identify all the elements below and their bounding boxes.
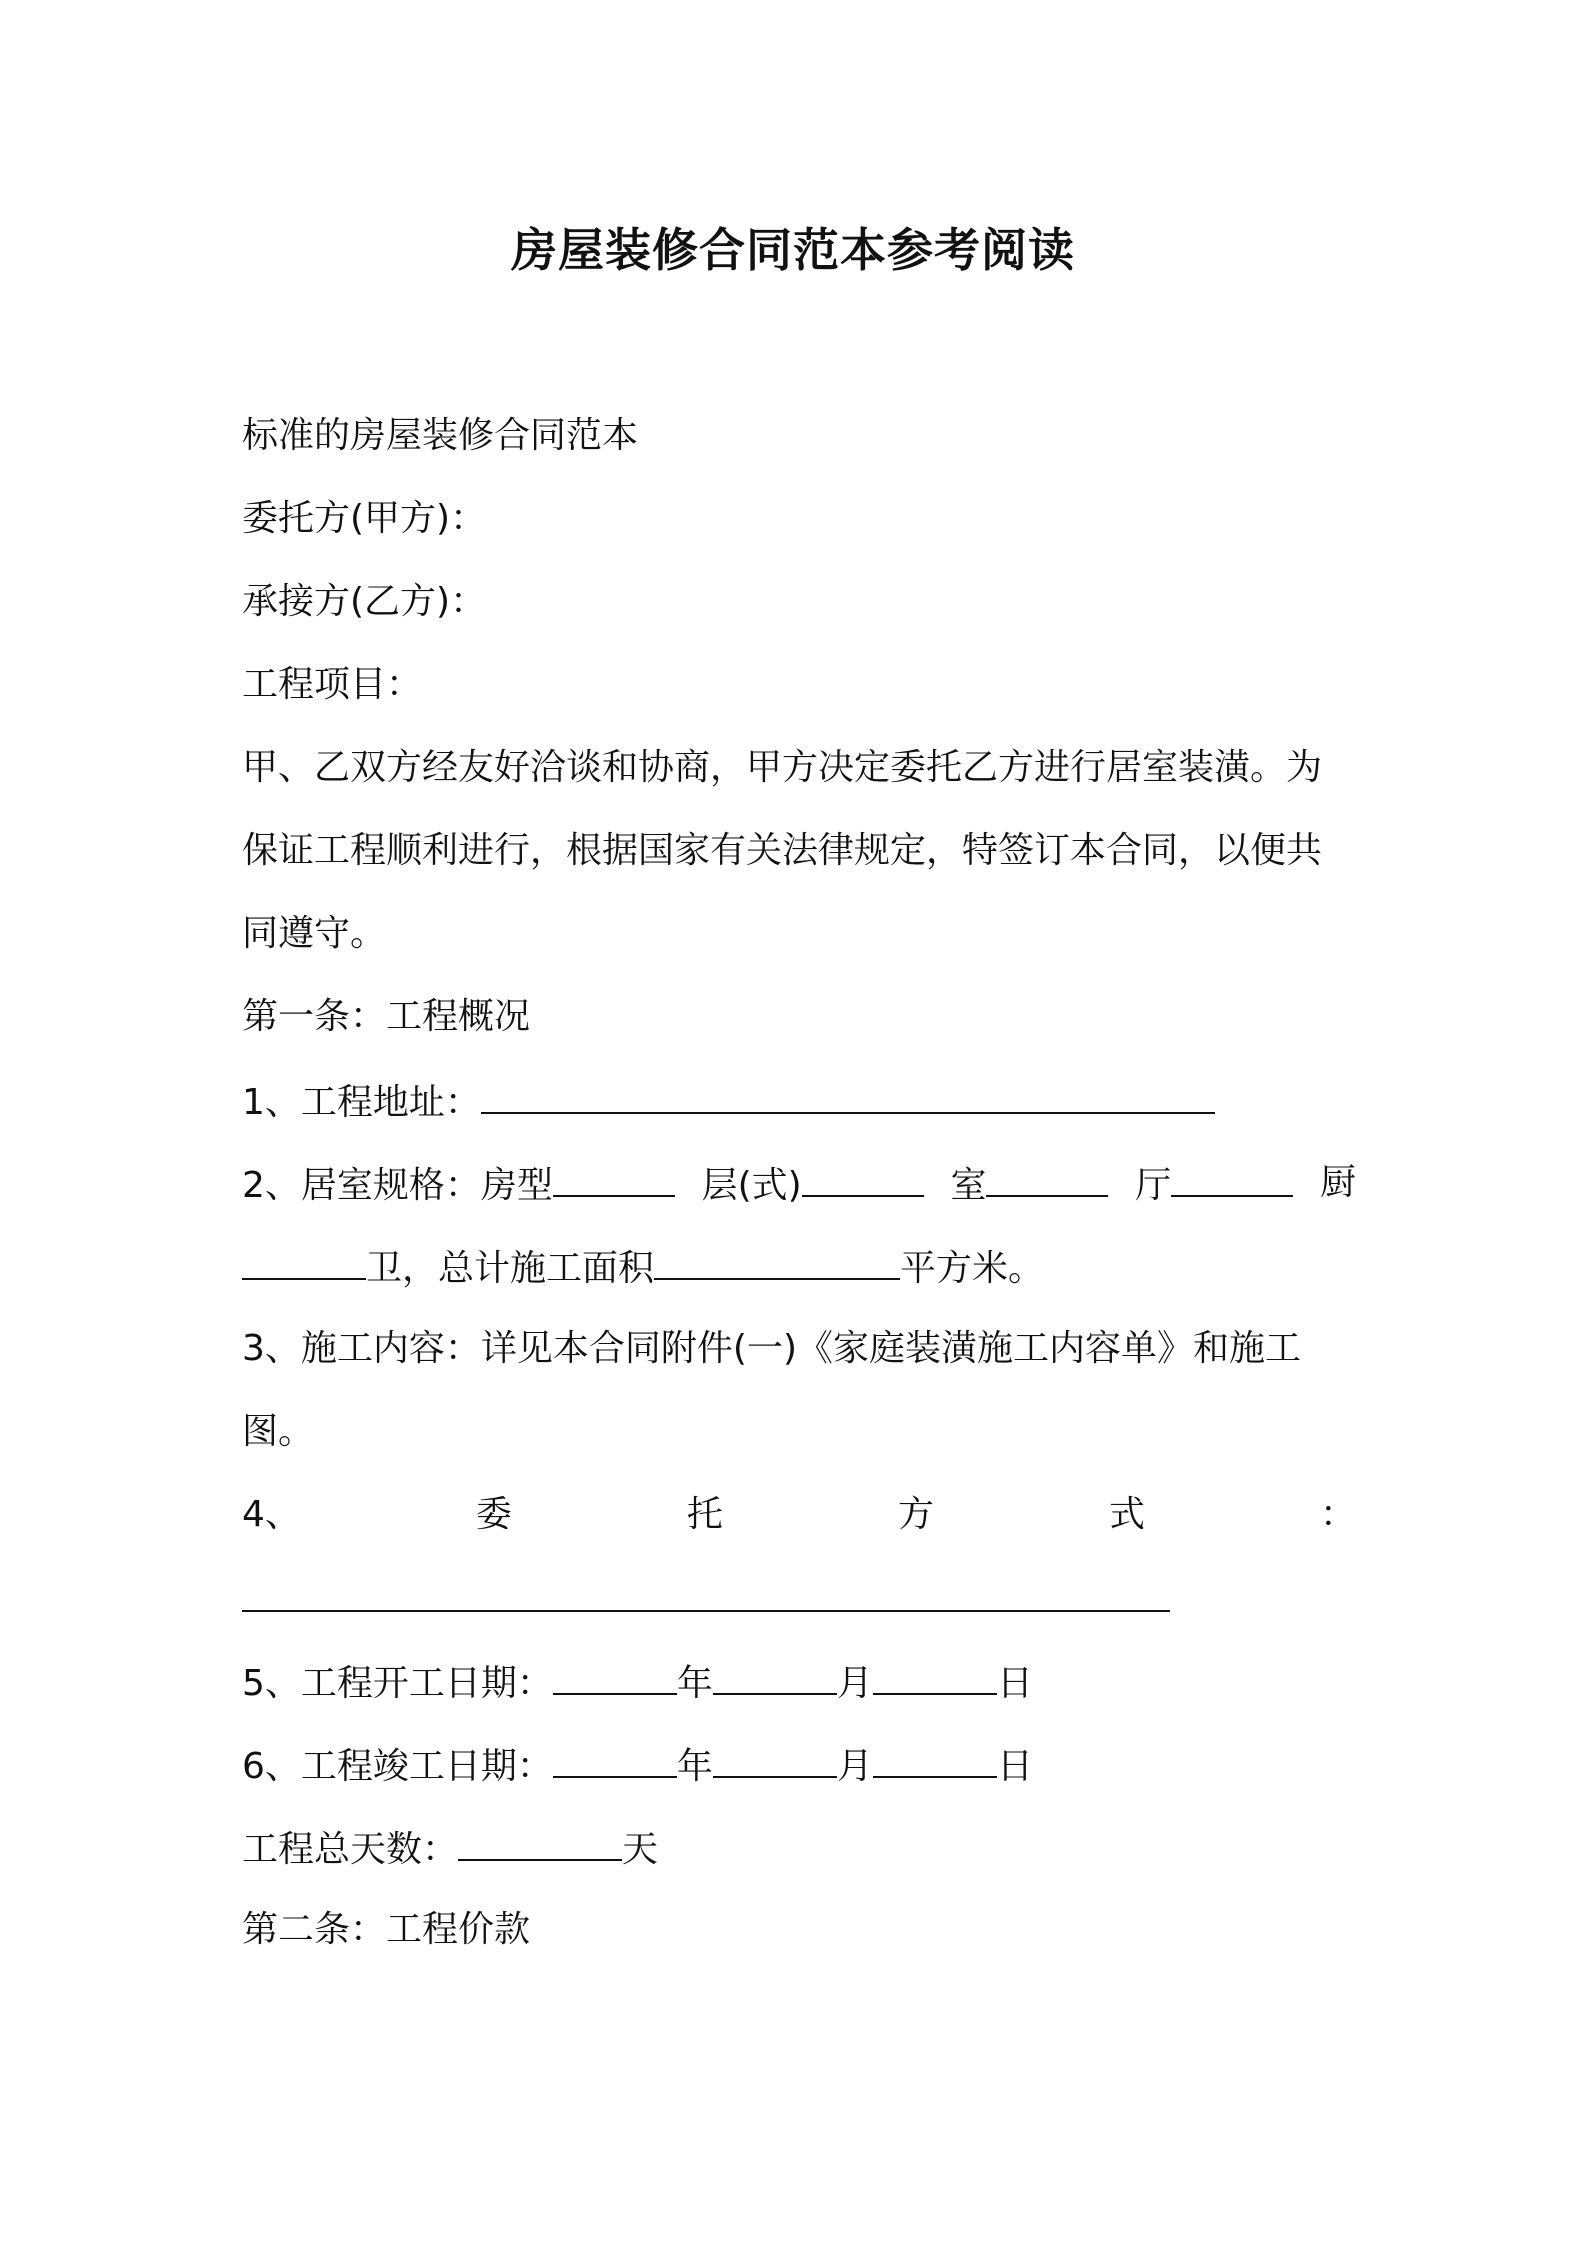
document-subtitle: 标准的房屋装修合同范本 <box>242 415 639 456</box>
end-month-blank <box>713 1742 837 1778</box>
total-days-label: 工程总天数： <box>242 1829 459 1870</box>
total-days-unit: 天 <box>622 1829 659 1870</box>
item-5-start-date <box>242 1659 1033 1706</box>
party-a-line: 委托方(甲方)： <box>242 498 487 539</box>
item-2-prefix: 2、居室规格：房型 <box>242 1165 553 1206</box>
item-4-part: 4、 <box>242 1494 301 1535</box>
address-blank <box>481 1078 1215 1114</box>
item-2-room-spec <box>242 1161 1356 1208</box>
item-2-bath: 卫，总计施工面积 <box>366 1248 655 1289</box>
total-days-blank <box>458 1825 622 1861</box>
item-2-kitchen: 厨 <box>1319 1162 1356 1203</box>
end-year-blank <box>553 1742 677 1778</box>
item-5-year: 年 <box>676 1663 713 1704</box>
party-b-line: 承接方(乙方)： <box>242 581 487 622</box>
item-5-month: 月 <box>836 1663 873 1704</box>
end-day-blank <box>873 1742 997 1778</box>
item-6-label: 6、工程竣工日期： <box>242 1746 553 1787</box>
item-3-line-2: 图。 <box>242 1411 315 1452</box>
item-6-year: 年 <box>676 1746 713 1787</box>
start-month-blank <box>713 1659 837 1695</box>
item-1-address <box>242 1078 1215 1125</box>
item-6-end-date <box>242 1742 1033 1789</box>
room-count-blank <box>986 1161 1108 1197</box>
floor-blank <box>802 1161 924 1197</box>
intro-line-3: 同遵守。 <box>242 913 387 954</box>
article-1-heading: 第一条：工程概况 <box>242 996 531 1037</box>
item-6-day: 日 <box>996 1746 1033 1787</box>
area-blank <box>654 1244 900 1280</box>
item-4-commission-method <box>242 1493 1356 1537</box>
item-2-floor: 层(式) <box>701 1165 802 1206</box>
item-4-part: 托 <box>686 1494 723 1535</box>
kitchen-count-blank <box>242 1244 366 1280</box>
item-4-part: 委 <box>475 1494 512 1535</box>
intro-line-2: 保证工程顺利进行，根据国家有关法律规定，特签订本合同，以便共 <box>242 830 1323 871</box>
item-4-part: ： <box>1319 1494 1356 1535</box>
item-2-continued <box>242 1244 1044 1291</box>
item-5-label: 5、工程开工日期： <box>242 1663 553 1704</box>
room-type-blank <box>553 1161 675 1197</box>
start-year-blank <box>553 1659 677 1695</box>
total-days-line <box>242 1825 658 1872</box>
item-1-label: 1、工程地址： <box>242 1082 481 1123</box>
article-2-heading: 第二条：工程价款 <box>242 1909 531 1950</box>
item-6-month: 月 <box>836 1746 873 1787</box>
intro-line-1: 甲、乙双方经友好洽谈和协商，甲方决定委托乙方进行居室装潢。为 <box>242 747 1323 788</box>
item-3-line-1: 3、施工内容：详见本合同附件(一)《家庭装潢施工内容单》和施工 <box>242 1328 1301 1369</box>
commission-method-blank <box>242 1576 1170 1612</box>
item-4-part: 式 <box>1108 1494 1145 1535</box>
project-line: 工程项目： <box>242 664 423 705</box>
item-4-part: 方 <box>897 1494 934 1535</box>
item-2-unit: 平方米。 <box>900 1248 1045 1289</box>
hall-count-blank <box>1171 1161 1293 1197</box>
start-day-blank <box>873 1659 997 1695</box>
document-title: 房屋装修合同范本参考阅读 <box>511 223 1075 277</box>
item-4-blank-line <box>242 1576 1170 1623</box>
item-5-day: 日 <box>996 1663 1033 1704</box>
item-2-room: 室 <box>950 1165 987 1206</box>
item-2-hall: 厅 <box>1135 1165 1172 1206</box>
